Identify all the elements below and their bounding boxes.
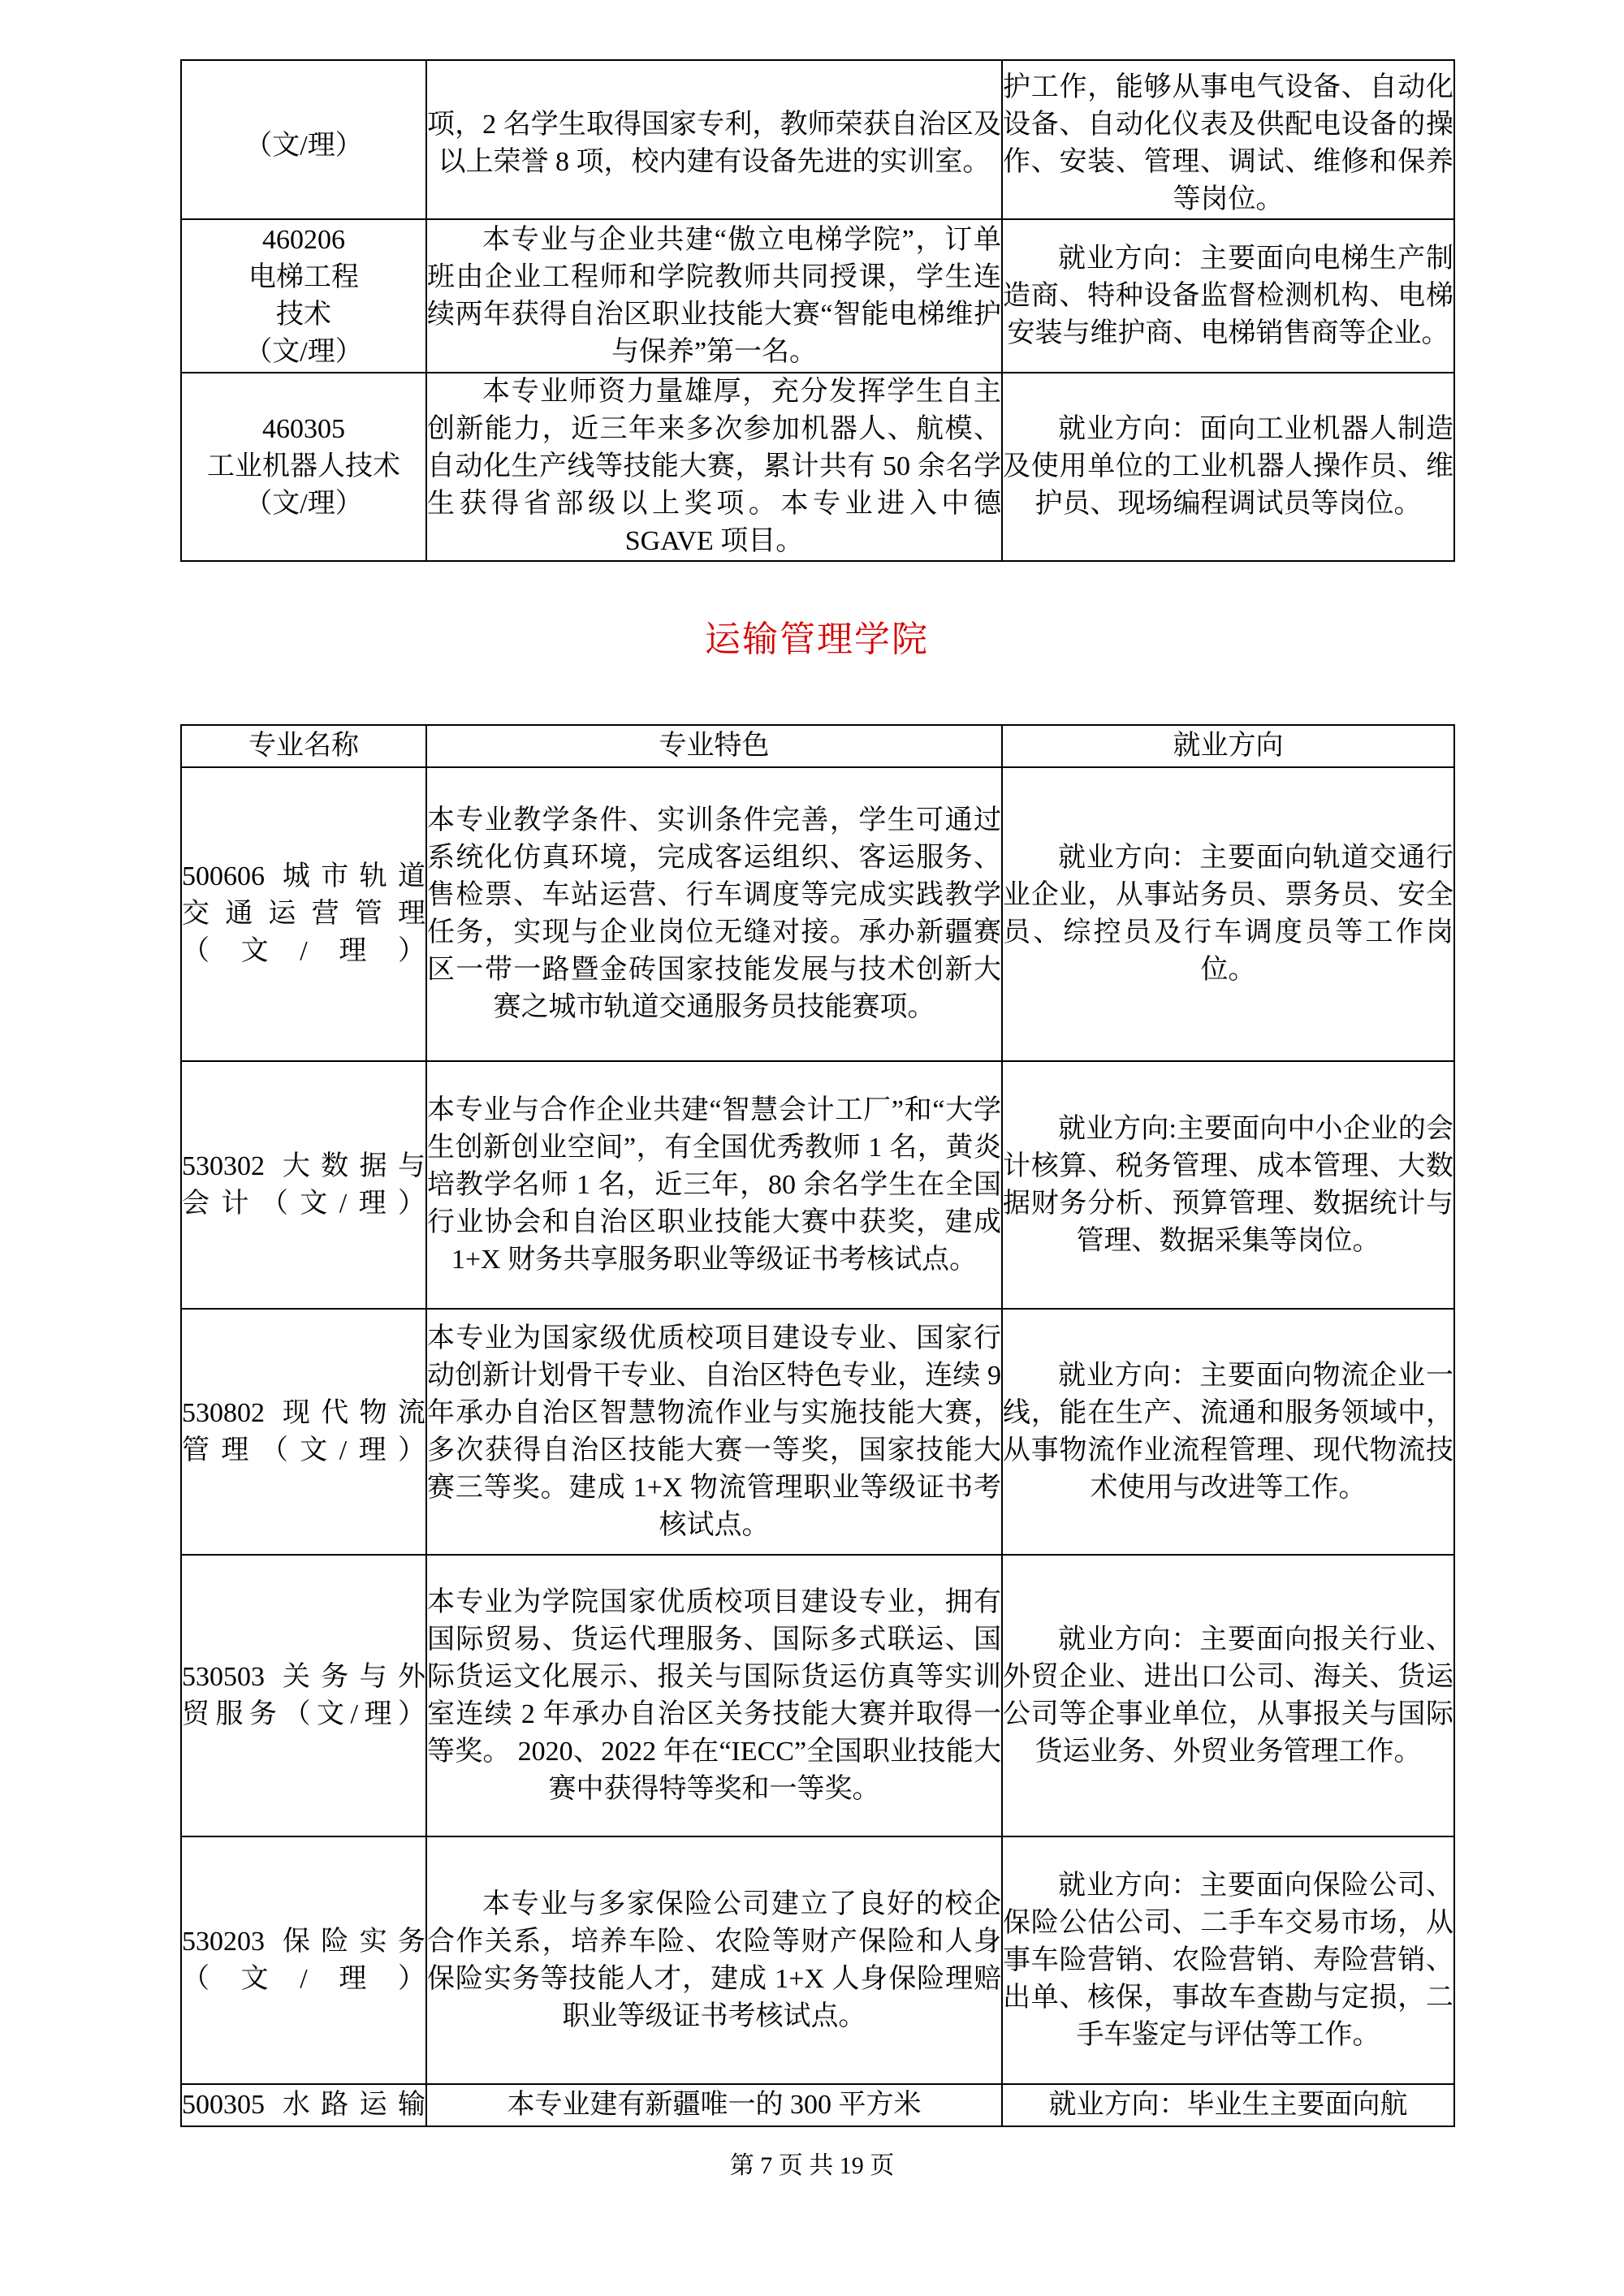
major-name-line: 管理（文/理） — [182, 1435, 425, 1465]
career-text: 就业方向：主要面向轨道交通行业企业，从事站务员、票务员、安全员、综控员及行车调度员等工作岗位。 — [1003, 843, 1453, 985]
major-feature-cell — [426, 1836, 1002, 2084]
header-career: 就业方向 — [1002, 725, 1454, 767]
major-name-line: 电梯工程 — [248, 261, 359, 292]
table-row — [181, 767, 1454, 1061]
table-row — [181, 1309, 1454, 1555]
table-row — [181, 1061, 1454, 1309]
major-code: 460206 — [262, 224, 345, 255]
major-name-line: 530302 大数据与 — [182, 1150, 425, 1181]
major-feature-text: 项，2 名学生取得国家专利，教师荣获自治区及以上荣誉 8 项，校内建有设备先进的实训室。 — [427, 110, 1001, 177]
career-cell — [1002, 767, 1454, 1061]
major-feature-cell — [426, 767, 1002, 1061]
major-code: 460305 — [262, 414, 345, 444]
career-cell — [1002, 2084, 1454, 2126]
table-row — [181, 1555, 1454, 1836]
major-name-cell — [181, 1555, 426, 1836]
career-text: 就业方向：主要面向物流企业一线，能在生产、流通和服务领域中，从事物流作业流程管理、现代物流技术使用与改进等工作。 — [1003, 1360, 1453, 1503]
major-name-line: 会计（文/理） — [182, 1188, 425, 1219]
career-cell — [1002, 60, 1454, 219]
career-text: 就业方向：主要面向报关行业、外贸企业、进出口公司、海关、货运公司等企事业单位，从事报关与国际货运业务、外贸业务管理工作。 — [1003, 1624, 1453, 1767]
major-name-line: 交通运营管理 — [182, 899, 425, 929]
table-row — [181, 1836, 1454, 2084]
career-cell — [1002, 373, 1454, 561]
career-cell — [1002, 1309, 1454, 1555]
major-name-cell — [181, 1309, 426, 1555]
table-row — [181, 60, 1454, 219]
major-track: （文/理） — [244, 489, 363, 519]
major-name-cell — [181, 373, 426, 561]
major-name-cell — [181, 219, 426, 373]
major-name-line: 530203 保险实务 — [182, 1926, 425, 1957]
major-feature-cell — [426, 60, 1002, 219]
major-feature-text: 本专业与多家保险公司建立了良好的校企合作关系，培养车险、农险等财产保险和人身保险实务等技能人才，建成 1+X 人身保险理赔职业等级证书考核试点。 — [427, 1888, 1001, 2031]
major-feature-text: 本专业与合作企业共建“智慧会计工厂”和“大学生创新创业空间”，有全国优秀教师 1 名，黄炎培教学名师 1 名，近三年，80 余名学生在全国行业协会和自治区职业技能大赛中获奖，建成 1+X 财务共享服务职业等级证书考核试点。 — [427, 1094, 1001, 1275]
major-name-cell — [181, 1836, 426, 2084]
career-text: 就业方向：毕业生主要面向航 — [1048, 2090, 1408, 2120]
major-name-line: 贸服务（文/理） — [182, 1698, 425, 1729]
major-feature-text: 本专业建有新疆唯一的 300 平方米 — [507, 2090, 922, 2120]
career-cell — [1002, 1836, 1454, 2084]
career-text: 就业方向：面向工业机器人制造及使用单位的工业机器人操作员、维护员、现场编程调试员等岗位。 — [1003, 414, 1453, 519]
page-content — [180, 59, 1453, 2127]
major-feature-text: 本专业为国家级优质校项目建设专业、国家行动创新计划骨干专业、自治区特色专业，连续 9 年承办自治区智慧物流作业与实施技能大赛，多次获得自治区技能大赛一等奖，国家技能大赛三等奖。建成 1+X 物流管理职业等级证书考核试点。 — [427, 1323, 1001, 1540]
header-major-name: 专业名称 — [181, 725, 426, 767]
major-name-line: 500305 水路运输 — [182, 2090, 425, 2120]
career-cell — [1002, 219, 1454, 373]
major-feature-cell — [426, 2084, 1002, 2126]
major-track: （文/理） — [244, 336, 363, 367]
major-track: （文/理） — [182, 1963, 425, 1994]
career-text: 护工作，能够从事电气设备、自动化设备、自动化仪表及供配电设备的操作、安装、管理、调试、维修和保养等岗位。 — [1003, 72, 1453, 214]
career-cell — [1002, 1555, 1454, 1836]
major-feature-cell — [426, 219, 1002, 373]
page-footer: 第 7 页 共 19 页 — [729, 2152, 895, 2179]
major-feature-cell — [426, 1061, 1002, 1309]
career-text: 就业方向：主要面向保险公司、保险公估公司、二手车交易市场，从事车险营销、农险营销、寿险营销、出单、核保，事故车查勘与定损，二手车鉴定与评估等工作。 — [1003, 1870, 1453, 2050]
career-cell — [1002, 1061, 1454, 1309]
major-feature-text: 本专业为学院国家优质校项目建设专业，拥有国际贸易、货运代理服务、国际多式联运、国际货运文化展示、报关与国际货运仿真等实训室连续 2 年承办自治区关务技能大赛并取得一等奖。 2020、2022 年在“IECC”全国职业技能大赛中获得特等奖和一等奖。 — [427, 1586, 1001, 1804]
major-name-line: 工业机器人技术 — [207, 451, 400, 481]
career-text: 就业方向:主要面向中小企业的会计核算、税务管理、成本管理、大数据财务分析、预算管理、数据统计与管理、数据采集等岗位。 — [1003, 1113, 1453, 1256]
major-feature-text: 本专业师资力量雄厚，充分发挥学生自主创新能力，近三年来多次参加机器人、航模、自动化生产线等技能大赛，累计共有 50 余名学生获得省部级以上奖项。本专业进入中德 SGAVE 项目。 — [427, 377, 1001, 556]
table-row — [181, 2084, 1454, 2126]
major-name-line: （文/理） — [244, 131, 363, 161]
section-title: 运输管理学院 — [705, 619, 929, 659]
table-header-row — [181, 725, 1454, 767]
major-name-line: 530503 关务与外 — [182, 1661, 425, 1692]
major-feature-text: 本专业教学条件、实训条件完善，学生可通过系统化仿真环境，完成客运组织、客运服务、售检票、车站运营、行车调度等完成实践教学任务，实现与企业岗位无缝对接。承办新疆赛区一带一路暨金砖国家技能发展与技术创新大赛之城市轨道交通服务员技能赛项。 — [427, 805, 1001, 1022]
major-track: （文/理） — [182, 936, 425, 966]
continuation-table — [180, 59, 1455, 562]
major-name-cell — [181, 60, 426, 219]
major-name-line: 技术 — [276, 299, 331, 330]
major-feature-cell — [426, 373, 1002, 561]
table-row — [181, 219, 1454, 373]
career-text: 就业方向：主要面向电梯生产制造商、特种设备监督检测机构、电梯安装与维护商、电梯销售商等企业。 — [1003, 243, 1453, 348]
major-name-cell — [181, 1061, 426, 1309]
major-feature-cell — [426, 1555, 1002, 1836]
major-name-line: 530802 现代物流 — [182, 1397, 425, 1428]
major-name-cell — [181, 2084, 426, 2126]
table-row — [181, 373, 1454, 561]
major-name-cell — [181, 767, 426, 1061]
header-major-feature: 专业特色 — [426, 725, 1002, 767]
major-feature-text: 本专业与企业共建“傲立电梯学院”，订单班由企业工程师和学院教师共同授课，学生连续两年获得自治区职业技能大赛“智能电梯维护与保养”第一名。 — [427, 224, 1001, 367]
major-name-line: 500606 城市轨道 — [182, 861, 425, 891]
college-table — [180, 724, 1455, 2127]
major-feature-cell — [426, 1309, 1002, 1555]
